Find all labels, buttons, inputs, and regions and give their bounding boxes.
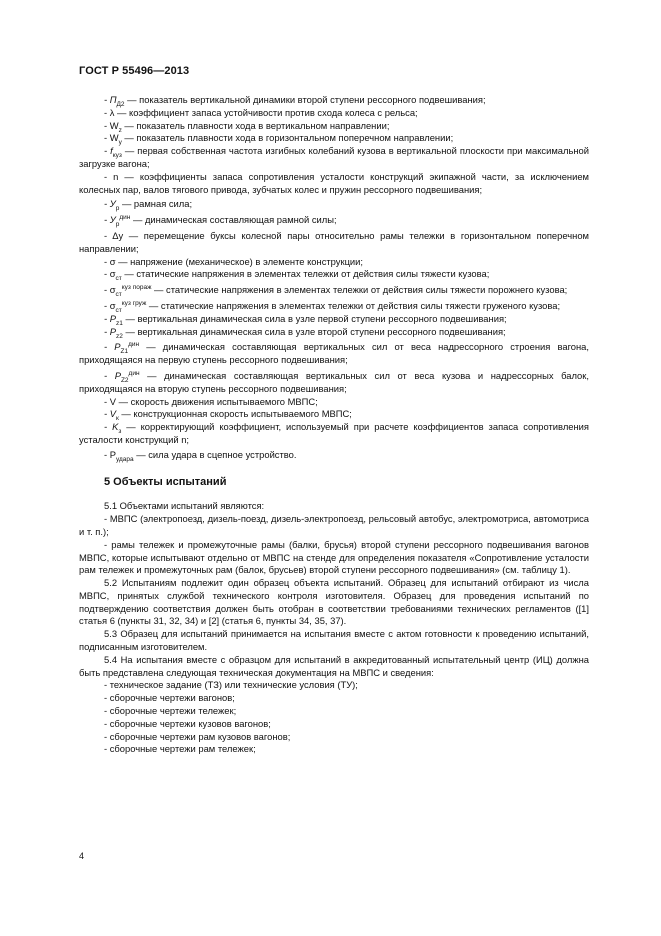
symbol-line: - $P_{Z1}^{дин}$ — динамическая составляющая вертикальных сил от веса надрессорного строения вагона, приходящаяся на первую ступень рессорного подвешивания; (79, 341, 590, 366)
symbol-line: - n — коэффициенты запаса сопротивления усталости конструкций экипажной части, за исключением колесных пар, валов тягового привода, зубчатых колес и пружин рессорного подвешивания; (79, 170, 589, 195)
document-body (79, 94, 589, 756)
paragraph-5-4: 5.4 На испытания вместе с образцом для испытаний в аккредитованный испытательный центр (ИЦ) должна быть представлена следующая техническая документация на МВПС и сведения: (79, 653, 589, 678)
document-header: ГОСТ Р 55496—2013 (79, 65, 190, 77)
paragraph-5-3: 5.3 Образец для испытаний принимается на испытания вместе с актом готовности к проведению испытаний, подписанным изготовителем. (79, 628, 589, 653)
symbol-line: - $P_{удара}$ — сила удара в сцепное устройство. (104, 448, 297, 463)
symbol-line: - $V_к$ — конструкционная скорость испытываемого МВПС; (104, 408, 352, 423)
symbol-line: - $P_{z1}$ — вертикальная динамическая сила в узле первой ступени рессорного подвешивания; (104, 312, 507, 327)
list-item: - сборочные чертежи тележек; (104, 705, 237, 717)
symbol-line: - $\sigma_{ст}^{куз пораж}$ — статические напряжения в элементах тележки от действия силы тяжести порожнего кузова; (104, 284, 568, 299)
list-item: - МВПС (электропоезд, дизель-поезд, дизель-электропоезд, рельсовый автобус, электромотриса, автомотриса и т. п.); (79, 513, 589, 537)
symbol-line: - $У_р$ — рамная сила; (104, 198, 193, 213)
symbol-line: - $У_р^{дин}$ — динамическая составляющая рамной силы; (104, 214, 337, 229)
symbol-line: - σ — напряжение (механическое) в элементе конструкции; (104, 255, 364, 267)
symbol-line: - $f_{куз}$ — первая собственная частота изгибных колебаний кузова в вертикальной плоскости при максимальной загрузке вагона; (79, 145, 589, 169)
symbol-line: - λ — коэффициент запаса устойчивости против схода колеса с рельса; (104, 106, 418, 118)
symbol-line: - $K_з$ — корректирующий коэффициент, используемый при расчете коэффициентов запаса сопротивления усталости конструкций n; (79, 421, 589, 445)
list-item: - сборочные чертежи кузовов вагонов; (104, 717, 271, 729)
list-item: - рамы тележек и промежуточные рамы (балки, брусья) второй ступени рессорного подвешивания вагонов МВПС, которые испытывают отдельно от МВПС на стенде для определения показателя «Сопротивление усталости рам тележек и промежуточных рам (балок, брусьев) второй ступени рессорного подвешивания» (см. таблицу 1). (79, 538, 589, 576)
symbol-line: - $W_z$ — показатель плавности хода в вертикальном направлении; (104, 119, 390, 134)
list-item: - сборочные чертежи рам кузовов вагонов; (104, 730, 291, 742)
list-item: - сборочные чертежи вагонов; (104, 692, 235, 704)
paragraph-5-2: 5.2 Испытаниям подлежит один образец объекта испытаний. Образец для испытаний отбирают из числа МВПС, принятых службой технического контроля изготовителя. Образец для проведения испытаний по подтверждению соответствия должен быть отобран в соответствии требованиями технических регламентов ([1] статья 6 (пункты 31, 32, 34) и [2] (статья 6, пункты 34, 35, 37). (79, 577, 589, 627)
page-number: 4 (79, 851, 85, 861)
symbol-line: - $P_{Z2}^{дин}$ — динамическая составляющая вертикальных сил от веса кузова и надрессорных балок, приходящаяся на вторую ступень рессорного подвешивания; (79, 369, 589, 394)
symbol-line: - $P_{z2}$ — вертикальная динамическая сила в узле второй ступени рессорного подвешивания; (104, 325, 506, 340)
symbol-line: - $\sigma_{ст}$ — статические напряжения в элементах тележки от действия силы тяжести кузова; (104, 268, 490, 283)
symbol-line: - $\Pi_{Д2}$ — показатель вертикальной динамики второй ступени рессорного подвешивания; (104, 94, 486, 108)
symbol-line: - $W_y$ — показатель плавности хода в горизонтальном поперечном направлении; (104, 132, 454, 147)
symbol-line: - Δy — перемещение буксы колесной пары относительно рамы тележки в горизонтальном поперечном направлении; (79, 229, 589, 254)
symbol-line: - V — скорость движения испытываемого МВПС; (104, 395, 318, 407)
paragraph-5-1: 5.1 Объектами испытаний являются: (104, 500, 265, 512)
list-item: - техническое задание (ТЗ) или технические условия (ТУ); (104, 679, 358, 691)
section-heading: 5 Объекты испытаний (104, 475, 227, 488)
symbol-line: - $\sigma_{ст}^{куз груж}$ — статические напряжения в элементах тележки от действия силы тяжести груженого кузова; (104, 299, 561, 314)
list-item: - сборочные чертежи рам тележек; (104, 743, 256, 755)
